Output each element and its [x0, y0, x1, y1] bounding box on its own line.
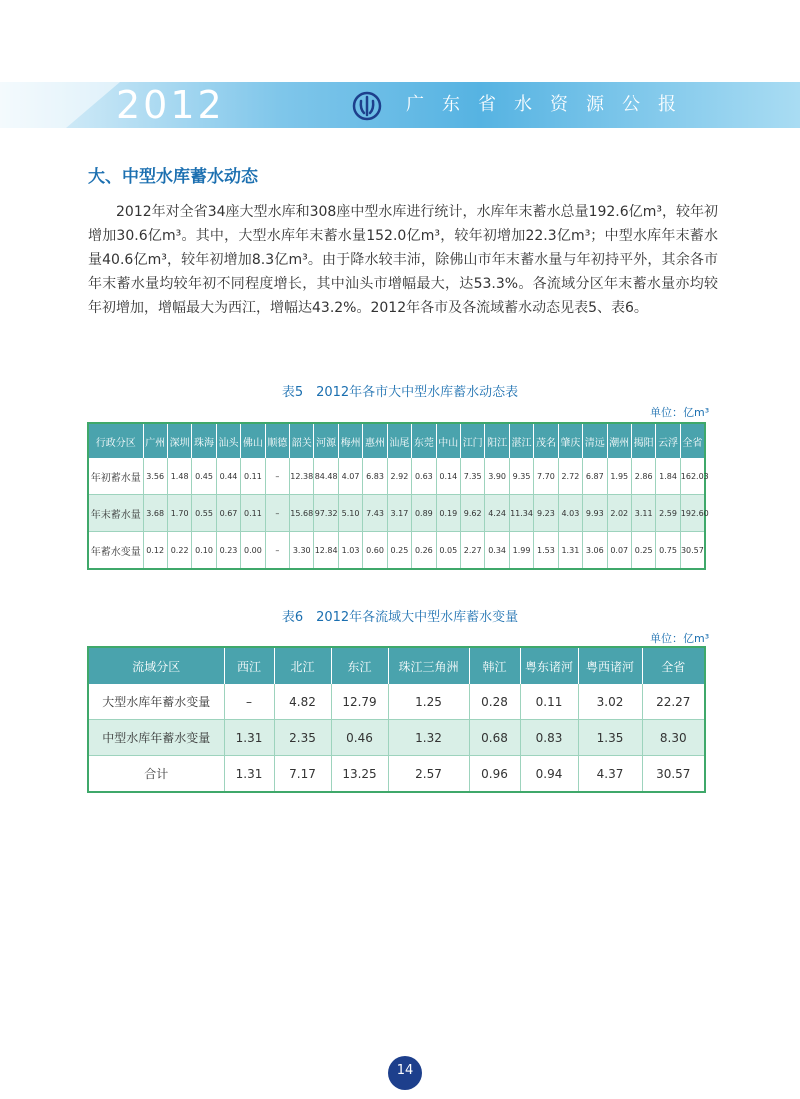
table5-header-cell: 全省	[680, 423, 705, 458]
table5-cell: 1.03	[338, 532, 362, 570]
table5-cell: 0.11	[241, 495, 265, 532]
table5-cell: 192.60	[680, 495, 705, 532]
table6-cell: 0.46	[331, 720, 388, 756]
table5-cell: –	[265, 532, 289, 570]
table6-cell: 1.32	[388, 720, 469, 756]
table5-header-cell: 茂名	[534, 423, 558, 458]
table5-cell: 12.38	[290, 458, 314, 495]
table6-header-cell: 北江	[274, 647, 331, 684]
water-authority-logo-icon	[352, 91, 382, 121]
table6-header-cell: 流域分区	[88, 647, 224, 684]
table5-cell: 5.10	[338, 495, 362, 532]
table5-header-cell: 清远	[583, 423, 607, 458]
table5-cell: –	[265, 495, 289, 532]
table5-cell: 2.86	[631, 458, 655, 495]
table6-cell: 8.30	[642, 720, 705, 756]
table6-cell: 13.25	[331, 756, 388, 793]
table5-cell: 3.30	[290, 532, 314, 570]
table5-header-cell: 行政分区	[88, 423, 143, 458]
table6-header-cell: 珠江三角洲	[388, 647, 469, 684]
table5-cell: 6.83	[363, 458, 387, 495]
table6-cell: 2.57	[388, 756, 469, 793]
table5-cell: 0.55	[192, 495, 216, 532]
table5-cell: 4.07	[338, 458, 362, 495]
table6-header-row	[88, 647, 705, 684]
table6-header-cell: 东江	[331, 647, 388, 684]
table-row	[88, 532, 705, 570]
table5-cell: 0.67	[216, 495, 240, 532]
table-row	[88, 720, 705, 756]
table6-header-cell: 粤东诸河	[520, 647, 578, 684]
table5-cell: 7.43	[363, 495, 387, 532]
table5-header-cell: 广州	[143, 423, 167, 458]
table6-cell: 4.37	[578, 756, 642, 793]
table6-header-cell: 韩江	[469, 647, 520, 684]
table5-cell: 0.19	[436, 495, 460, 532]
table5-cell: 1.99	[509, 532, 533, 570]
table-row	[88, 756, 705, 793]
table5-cell: 0.63	[412, 458, 436, 495]
table5-cell: 0.10	[192, 532, 216, 570]
table6-cell: 4.82	[274, 684, 331, 720]
table5-cell: 0.45	[192, 458, 216, 495]
table5-cell: 0.25	[631, 532, 655, 570]
table-row	[88, 684, 705, 720]
table5-cell: 0.89	[412, 495, 436, 532]
table5-header-cell: 深圳	[167, 423, 191, 458]
table6-cell: –	[224, 684, 274, 720]
table5-cell: 9.62	[460, 495, 484, 532]
table5-header-cell: 顺德	[265, 423, 289, 458]
table6-cell: 0.96	[469, 756, 520, 793]
table5-cell: 4.03	[558, 495, 582, 532]
report-year: 2012	[116, 83, 225, 127]
table5-cell: 3.06	[583, 532, 607, 570]
table5-cell: 3.90	[485, 458, 509, 495]
table5-cell: 3.56	[143, 458, 167, 495]
table5-header-cell: 云浮	[656, 423, 680, 458]
table-row	[88, 495, 705, 532]
table6-cell: 0.28	[469, 684, 520, 720]
table6-cell: 7.17	[274, 756, 331, 793]
page-number: 14	[388, 1056, 422, 1090]
table5-cell: 0.26	[412, 532, 436, 570]
table5-cell: 1.31	[558, 532, 582, 570]
table5-cell: 1.84	[656, 458, 680, 495]
table5-cell: 12.84	[314, 532, 338, 570]
table6-cell: 大型水库年蓄水变量	[88, 684, 224, 720]
table5-cell: 0.25	[387, 532, 411, 570]
table6-cell: 12.79	[331, 684, 388, 720]
table5-cell: 3.17	[387, 495, 411, 532]
table5-cell: 2.59	[656, 495, 680, 532]
table5-cell: 84.48	[314, 458, 338, 495]
table5-unit: 单位：亿m³	[650, 406, 710, 419]
table5-cell: 9.93	[583, 495, 607, 532]
table5-header-cell: 中山	[436, 423, 460, 458]
table5-cell: 0.14	[436, 458, 460, 495]
table6-cell: 1.25	[388, 684, 469, 720]
table6-cell: 2.35	[274, 720, 331, 756]
table5-cell: 0.07	[607, 532, 631, 570]
table5-header-cell: 河源	[314, 423, 338, 458]
table5-cell: 30.57	[680, 532, 705, 570]
table5-cell: 1.70	[167, 495, 191, 532]
table6-unit: 单位：亿m³	[650, 632, 710, 645]
table5-header-cell: 阳江	[485, 423, 509, 458]
table6-cell: 中型水库年蓄水变量	[88, 720, 224, 756]
table5-cell: 4.24	[485, 495, 509, 532]
table6-cell: 0.68	[469, 720, 520, 756]
table5-cell: 0.23	[216, 532, 240, 570]
section-title: 大、中型水库蓄水动态	[88, 167, 258, 187]
table5-cell: 1.95	[607, 458, 631, 495]
table5-cell: 6.87	[583, 458, 607, 495]
table6-cell: 1.31	[224, 756, 274, 793]
table5-header-cell: 汕尾	[387, 423, 411, 458]
table6-cell: 0.83	[520, 720, 578, 756]
table6-cell: 30.57	[642, 756, 705, 793]
table5-header-row	[88, 423, 705, 458]
table5-cell: 0.34	[485, 532, 509, 570]
table5-header-cell: 珠海	[192, 423, 216, 458]
table6-cell: 3.02	[578, 684, 642, 720]
table5-cell: 3.68	[143, 495, 167, 532]
table5-header-cell: 东莞	[412, 423, 436, 458]
table5-cell: 7.70	[534, 458, 558, 495]
table5-cell: 2.02	[607, 495, 631, 532]
table5-header-cell: 肇庆	[558, 423, 582, 458]
table6-cell: 1.35	[578, 720, 642, 756]
table5-cell: 年蓄水变量	[88, 532, 143, 570]
table5-cell: 9.23	[534, 495, 558, 532]
table6-cell: 0.11	[520, 684, 578, 720]
table5-cell: 97.32	[314, 495, 338, 532]
table5-cell: 年末蓄水量	[88, 495, 143, 532]
table6-header-cell: 粤西诸河	[578, 647, 642, 684]
table5-header-cell: 韶关	[290, 423, 314, 458]
table5-header-cell: 湛江	[509, 423, 533, 458]
table5-cell: –	[265, 458, 289, 495]
table5-header-cell: 佛山	[241, 423, 265, 458]
table5-header-cell: 梅州	[338, 423, 362, 458]
table5-cell: 1.48	[167, 458, 191, 495]
table6-header-cell: 全省	[642, 647, 705, 684]
table5-cell: 3.11	[631, 495, 655, 532]
table5-caption: 表5 2012年各市大中型水库蓄水动态表	[281, 385, 519, 400]
table5-cell: 7.35	[460, 458, 484, 495]
table6-cell: 22.27	[642, 684, 705, 720]
table5-cell: 9.35	[509, 458, 533, 495]
table5-cell: 2.72	[558, 458, 582, 495]
table5-cell: 0.05	[436, 532, 460, 570]
table5-cell: 0.11	[241, 458, 265, 495]
table6-header-cell: 西江	[224, 647, 274, 684]
table5-city-reservoir-storage	[87, 422, 709, 570]
table5-header-cell: 潮州	[607, 423, 631, 458]
table5-cell: 0.12	[143, 532, 167, 570]
table5-cell: 0.22	[167, 532, 191, 570]
table5-cell: 0.75	[656, 532, 680, 570]
table6-cell: 合计	[88, 756, 224, 793]
table5-header-cell: 惠州	[363, 423, 387, 458]
table6-cell: 1.31	[224, 720, 274, 756]
table5-cell: 11.34	[509, 495, 533, 532]
table6-caption: 表6 2012年各流域大中型水库蓄水变量	[281, 610, 519, 625]
table5-cell: 15.68	[290, 495, 314, 532]
table5-header-cell: 揭阳	[631, 423, 655, 458]
table5-cell: 年初蓄水量	[88, 458, 143, 495]
table5-cell: 0.60	[363, 532, 387, 570]
table5-cell: 1.53	[534, 532, 558, 570]
report-title: 广东省水资源公报	[406, 94, 694, 115]
table6-basin-storage-change	[87, 646, 706, 793]
table5-cell: 2.92	[387, 458, 411, 495]
table5-cell: 2.27	[460, 532, 484, 570]
table6-cell: 0.94	[520, 756, 578, 793]
table5-header-cell: 江门	[460, 423, 484, 458]
table5-header-cell: 汕头	[216, 423, 240, 458]
table-row	[88, 458, 705, 495]
table5-cell: 162.03	[680, 458, 705, 495]
table5-cell: 0.00	[241, 532, 265, 570]
table5-cell: 0.44	[216, 458, 240, 495]
section-paragraph: 2012年对全省34座大型水库和308座中型水库进行统计，水库年末蓄水总量192.6亿m³，较年初增加30.6亿m³。其中，大型水库年末蓄水量152.0亿m³，较年初增加22.3亿m³；中型水库年末蓄水量40.6亿m³，较年初增加8.3亿m³。由于降水较丰沛，除佛山市年末蓄水量与年初持平外，其余各市年末蓄水量均较年初不同程度增长，其中汕头市增幅最大，达53.3%。各流域分区年末蓄水量亦均较年初增加，增幅最大为西江，增幅达43.2%。2012年各市及各流域蓄水动态见表5、表6。	[88, 204, 718, 316]
